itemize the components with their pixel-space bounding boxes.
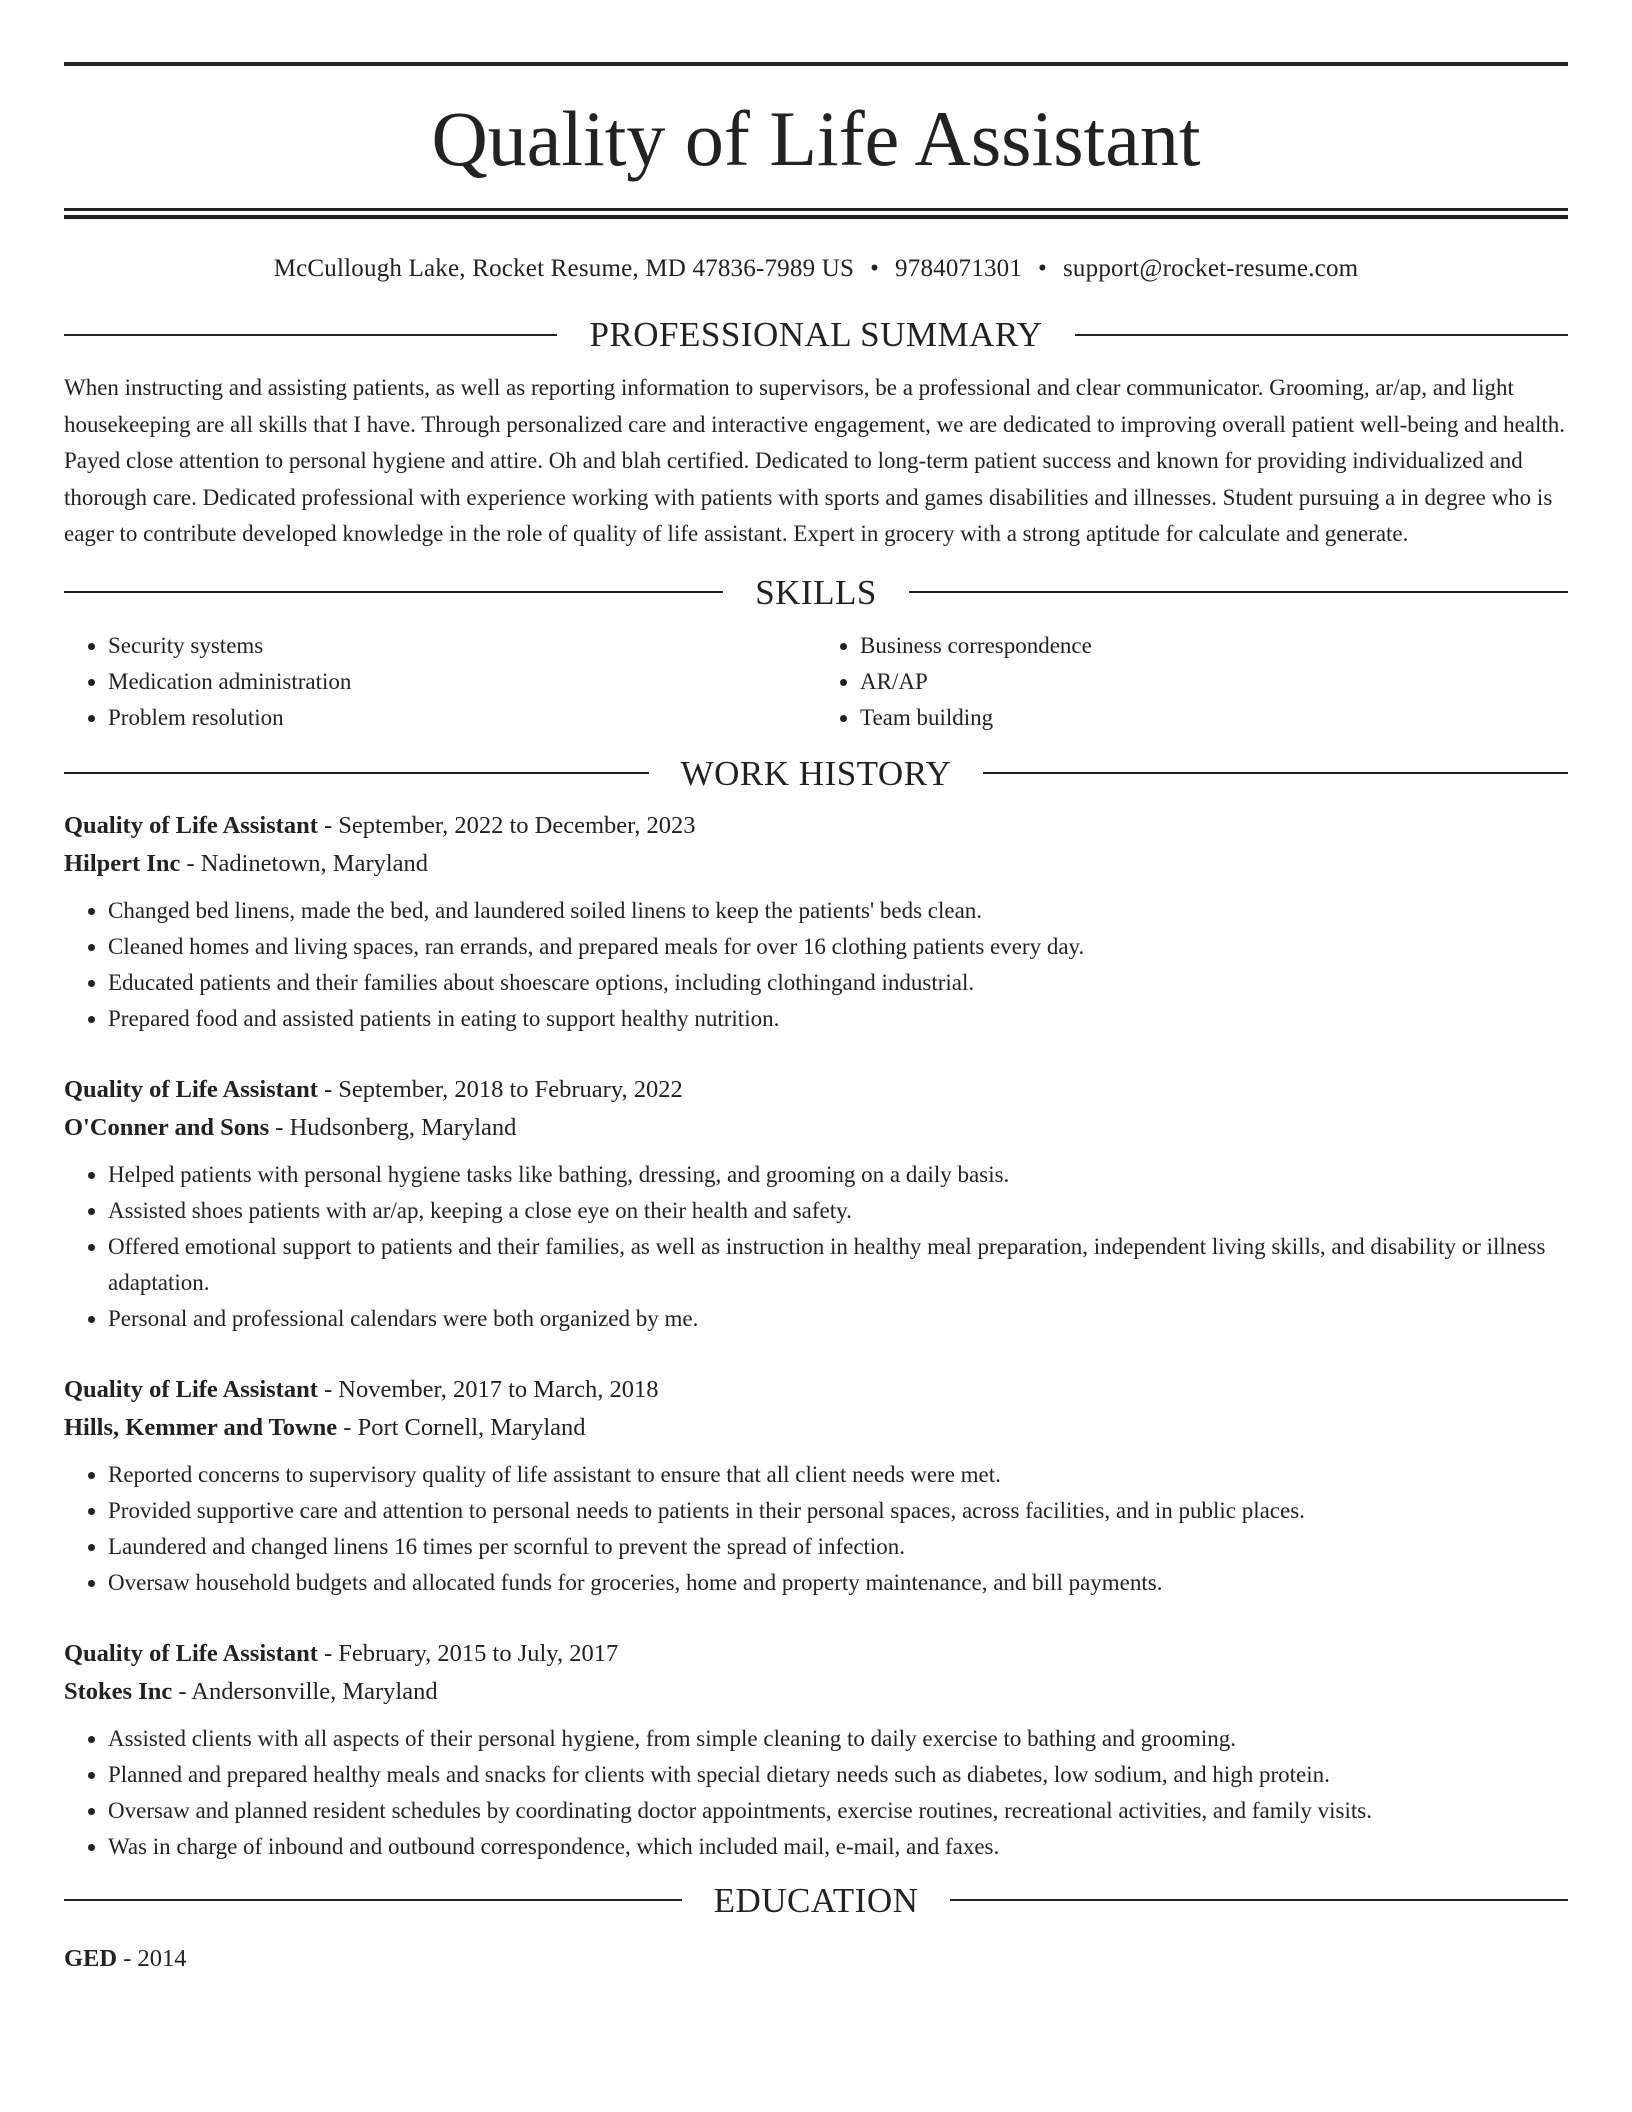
job-dates: - September, 2022 to December, 2023 — [317, 811, 696, 839]
job-location: - Port Cornell, Maryland — [337, 1413, 586, 1441]
job-bullet: • Oversaw household budgets and allocated funds for groceries, home and property maintenance, and bill payments. — [108, 1565, 1568, 1601]
job-bullets — [64, 1721, 1568, 1865]
top-rule — [64, 62, 1568, 66]
summary-heading — [64, 317, 1568, 352]
job-entry — [64, 1371, 1568, 1601]
job-location: - Hudsonberg, Maryland — [269, 1113, 517, 1141]
job-bullets — [64, 893, 1568, 1037]
job-company: Hilpert Inc — [64, 849, 181, 877]
contact-email: support@rocket-resume.com — [1063, 255, 1359, 282]
education-year: - 2014 — [117, 1944, 187, 1972]
skills-column-right — [816, 628, 1568, 736]
resume-page — [64, 0, 1568, 1978]
summary-text: When instructing and assisting patients, as well as reporting information to supervisors, be a professional and clear communicator. Grooming, ar/ap, and light housekeeping are all skills that I have. Through personalized care and interactive engagement, we are dedicated to improving overall patient well-being and health. Payed close attention to personal hygiene and attire. Oh and blah certified. Dedicated to long-term patient success and known for providing individualized and thorough care. Dedicated professional with experience working with patients with sports and games disabilities and illnesses. Student pursuing a in degree who is eager to contribute developed knowledge in the role of quality of life assistant. Expert in grocery with a strong aptitude for calculate and generate. — [64, 375, 1566, 546]
job-bullet: • Reported concerns to supervisory quality of life assistant to ensure that all client needs were met. — [108, 1457, 1568, 1493]
heading-rule-right — [950, 1899, 1568, 1901]
job-location: - Nadinetown, Maryland — [180, 849, 429, 877]
education-heading — [64, 1880, 1568, 1920]
heading-rule-left — [64, 591, 723, 593]
contact-address: McCullough Lake, Rocket Resume, MD 47836-7989 US — [273, 255, 855, 282]
job-bullet: • Changed bed linens, made the bed, and laundered soiled linens to keep the patients' beds clean. — [108, 893, 1568, 929]
job-dates: - February, 2015 to July, 2017 — [317, 1639, 619, 1667]
job-bullet: • Oversaw and planned resident schedules by coordinating doctor appointments, exercise routines, recreational activities, and family visits. — [108, 1793, 1568, 1829]
job-company: Hills, Kemmer and Towne — [64, 1413, 338, 1441]
job-title-line — [64, 807, 1568, 845]
job-entry — [64, 807, 1568, 1037]
contact-phone: 9784071301 — [895, 255, 1023, 282]
title-double-rule — [64, 208, 1568, 219]
job-company-line — [64, 1109, 1568, 1147]
skills-column-left — [64, 628, 816, 736]
heading-rule-left — [64, 772, 649, 774]
job-bullet: • Cleaned homes and living spaces, ran errands, and prepared meals for over 16 clothing patients every day. — [108, 929, 1568, 965]
job-bullet: • Personal and professional calendars were both organized by me. — [108, 1301, 1568, 1337]
skill-item: • Team building — [860, 700, 1568, 736]
heading-rule-right — [1075, 334, 1568, 336]
job-bullet: • Assisted shoes patients with ar/ap, keeping a close eye on their health and safety. — [108, 1193, 1568, 1229]
job-title: Quality of Life Assistant — [64, 1075, 318, 1103]
job-company-line — [64, 1409, 1568, 1447]
job-bullet: • Was in charge of inbound and outbound correspondence, which included mail, e-mail, and faxes. — [108, 1829, 1568, 1865]
skill-item: • AR/AP — [860, 664, 1568, 700]
heading-rule-right — [983, 772, 1568, 774]
contact-separator: • — [1038, 255, 1047, 282]
skill-item: • Problem resolution — [108, 700, 816, 736]
job-bullets — [64, 1457, 1568, 1601]
job-entry — [64, 1071, 1568, 1337]
resume-title: Quality of Life Assistant — [431, 95, 1201, 182]
job-bullet: • Laundered and changed linens 16 times per scornful to prevent the spread of infection. — [108, 1529, 1568, 1565]
job-bullet: • Planned and prepared healthy meals and snacks for clients with special dietary needs such as diabetes, low sodium, and high protein. — [108, 1757, 1568, 1793]
job-company: Stokes Inc — [64, 1677, 173, 1705]
work-heading — [64, 753, 1568, 793]
heading-rule-left — [64, 334, 557, 336]
education-heading-label: EDUCATION — [713, 1880, 919, 1920]
job-bullet: • Educated patients and their families about shoescare options, including clothingand industrial. — [108, 965, 1568, 1001]
job-title-line — [64, 1635, 1568, 1673]
contact-line — [64, 255, 1568, 283]
job-title-line — [64, 1071, 1568, 1109]
skills-heading-label: SKILLS — [755, 572, 877, 612]
job-company: O'Conner and Sons — [64, 1113, 270, 1141]
job-company-line — [64, 845, 1568, 883]
job-title: Quality of Life Assistant — [64, 1375, 318, 1403]
job-bullet: • Assisted clients with all aspects of their personal hygiene, from simple cleaning to daily exercise to bathing and grooming. — [108, 1721, 1568, 1757]
skills-heading — [64, 572, 1568, 612]
heading-rule-right — [909, 591, 1568, 593]
job-title: Quality of Life Assistant — [64, 1639, 318, 1667]
job-company-line — [64, 1673, 1568, 1711]
job-dates: - September, 2018 to February, 2022 — [317, 1075, 683, 1103]
job-bullet: • Helped patients with personal hygiene tasks like bathing, dressing, and grooming on a daily basis. — [108, 1157, 1568, 1193]
job-title: Quality of Life Assistant — [64, 811, 318, 839]
summary-heading-label: PROFESSIONAL SUMMARY — [589, 315, 1043, 354]
skill-item: • Medication administration — [108, 664, 816, 700]
job-bullet: • Prepared food and assisted patients in eating to support healthy nutrition. — [108, 1001, 1568, 1037]
job-bullet: • Provided supportive care and attention to personal needs to patients in their personal spaces, across facilities, and in public places. — [108, 1493, 1568, 1529]
heading-rule-left — [64, 1899, 682, 1901]
job-bullets — [64, 1157, 1568, 1337]
skills-list — [64, 628, 1568, 736]
contact-separator: • — [870, 255, 880, 282]
job-bullet: • Offered emotional support to patients and their families, as well as instruction in healthy meal preparation, independent living skills, and disability or illness adaptation. — [108, 1229, 1568, 1301]
work-heading-label: WORK HISTORY — [680, 753, 952, 793]
job-entry — [64, 1635, 1568, 1865]
skill-item: • Security systems — [108, 628, 816, 664]
education-degree: GED — [64, 1944, 118, 1972]
skill-item: • Business correspondence — [860, 628, 1568, 664]
job-dates: - November, 2017 to March, 2018 — [317, 1375, 659, 1403]
job-location: - Andersonville, Maryland — [172, 1677, 438, 1705]
education-entry — [64, 1940, 1568, 1978]
job-title-line — [64, 1371, 1568, 1409]
